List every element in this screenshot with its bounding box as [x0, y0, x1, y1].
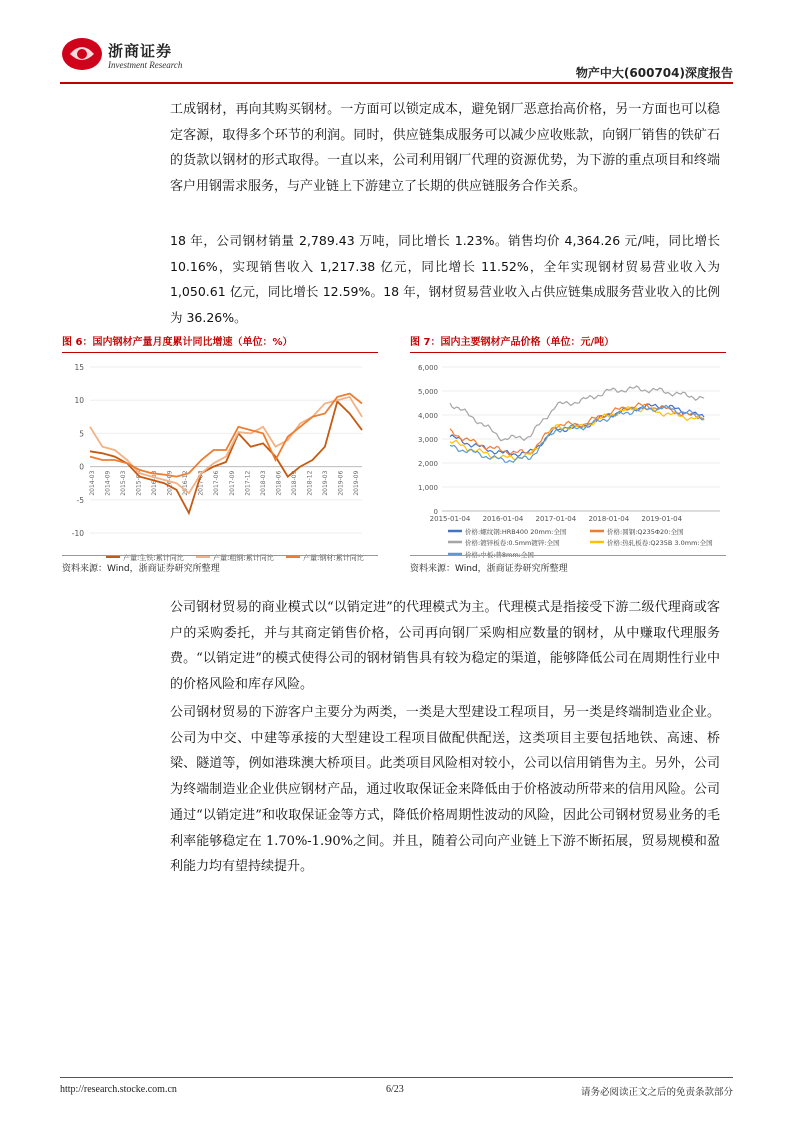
x-tick-label: 2018-12	[306, 470, 314, 496]
paragraph-text: 18 年，公司钢材销量 2,789.43 万吨，同比增长 1.23%。销售均价 4,364.26 元/吨，同比增长 10.16%，实现销售收入 1,217.38 亿元，同比增长 11.52%，全年实现钢材贸易营业收入为 1,050.61 亿元，同比增长 12.59%。18 年，钢材贸易营业收入占供应链集成服务营业收入的比例为 36.26%。	[170, 233, 720, 326]
header-rule	[60, 82, 733, 84]
paragraph-text: 公司钢材贸易的下游客户主要分为两类，一类是大型建设工程项目，另一类是终端制造业企业。公司为中交、中建等承接的大型建设工程项目做配供配送，这类项目主要包括地铁、高速、桥梁、隧道等，例如港珠澳大桥项目。此类项目风险相对较小，公司以信用销售为主。另外，公司为终端制造业企业供应钢材产品，通过收取保证金来降低由于价格波动所带来的信用风险。公司通过“以销定进”和收取保证金等方式，降低价格周期性波动的风险，因此公司钢材贸易业务的毛利率能够稳定在 1.70%-1.90%之间。并且，随着公司向产业链上下游不断拓展，贸易规模和盈利能力均有望持续提升。	[170, 705, 720, 875]
footer-rule	[60, 1077, 733, 1078]
y-tick-label: 5,000	[417, 388, 438, 396]
x-tick-label: 2016-01-04	[482, 515, 524, 523]
y-tick-label: 5	[79, 429, 84, 439]
figure-6	[62, 333, 378, 574]
legend-label: 价格:热轧板卷:Q235B 3.0mm:全国	[607, 539, 713, 547]
x-tick-label: 2019-06	[337, 470, 345, 496]
y-tick-label: 6,000	[417, 364, 438, 372]
x-tick-label: 2016-09	[166, 470, 174, 496]
x-tick-label: 2018-09	[290, 470, 298, 496]
paragraph-2018-sales	[170, 228, 720, 331]
legend-label: 价格:圆钢:Q235Φ20:全国	[607, 528, 684, 536]
y-tick-label: 15	[74, 363, 84, 372]
x-tick-label: 2016-12	[182, 470, 190, 496]
x-tick-label: 2017-06	[213, 470, 221, 496]
legend-label: 产量:生铁:累计同比	[123, 554, 184, 562]
figure-rule	[62, 555, 378, 556]
x-tick-label: 2015-03	[120, 470, 128, 496]
legend-label: 价格:中板:普8mm:全国	[465, 551, 534, 559]
brand-logo-icon	[60, 36, 104, 72]
x-tick-label: 2017-03	[197, 470, 205, 496]
legend-label: 产量:粗钢:累计同比	[213, 554, 274, 562]
x-tick-label: 2017-12	[244, 470, 252, 496]
y-tick-label: 10	[74, 396, 84, 406]
legend-label: 价格:镀锌板卷:0.5mm镀锌:全国	[465, 539, 560, 547]
x-tick-label: 2018-03	[259, 470, 267, 496]
figure-rule	[410, 555, 726, 556]
brand-name-en: Investment Research	[108, 60, 183, 70]
paragraph-steel-supply-chain	[170, 97, 720, 200]
footer-disclaimer: 请务必阅读正文之后的免责条款部分	[580, 1087, 733, 1098]
y-tick-label: 0	[433, 508, 438, 516]
x-tick-label: 2015-01-04	[429, 515, 471, 523]
figure-7	[410, 333, 726, 574]
x-tick-label: 2017-09	[228, 470, 236, 496]
x-tick-label: 2015-09	[135, 470, 143, 496]
x-tick-label: 2019-01-04	[641, 515, 683, 523]
x-tick-label: 2018-06	[275, 470, 283, 496]
y-tick-label: 2,000	[417, 460, 438, 468]
brand-name: 浙商证券	[108, 42, 173, 60]
figure-title: 图 6：国内钢材产量月度累计同比增速（单位：%）	[62, 333, 378, 353]
figure-source: 资料来源：Wind，浙商证券研究所整理	[62, 564, 220, 574]
chart-steel-output-growth	[62, 353, 378, 565]
x-tick-label: 2019-03	[321, 470, 329, 496]
report-title: 物产中大(600704)深度报告	[575, 66, 733, 80]
paragraph-downstream-customers	[170, 700, 720, 880]
y-tick-label: 3,000	[417, 436, 438, 444]
page-number: 6/23	[386, 1084, 404, 1095]
page-header	[60, 34, 733, 84]
footer-url-link[interactable]: http://research.stocke.com.cn	[60, 1084, 177, 1095]
legend-label: 产量:钢材:累计同比	[303, 554, 364, 562]
y-tick-label: -5	[76, 495, 84, 505]
legend-label: 价格:螺纹钢:HRB400 20mm:全国	[465, 528, 567, 536]
y-tick-label: -10	[71, 529, 84, 538]
x-tick-label: 2019-09	[353, 470, 360, 496]
x-tick-label: 2018-01-04	[588, 515, 630, 523]
paragraph-text: 工成钢材，再向其购买钢材。一方面可以锁定成本，避免钢厂恶意抬高价格，另一方面也可以稳定客源，取得多个环节的利润。同时，供应链集成服务可以减少应收账款，向钢厂销售的铁矿石的货款以钢材的形式取得。一直以来，公司利用钢厂代理的资源优势，为下游的重点项目和终端客户用钢需求服务，与产业链上下游建立了长期的供应链服务合作关系。	[170, 102, 720, 195]
x-tick-label: 2014-03	[89, 470, 96, 496]
paragraph-business-model	[170, 595, 720, 698]
figure-title: 图 7：国内主要钢材产品价格（单位：元/吨）	[410, 333, 726, 353]
figure-source: 资料来源：Wind，浙商证券研究所整理	[410, 564, 568, 574]
y-tick-label: 1,000	[417, 484, 438, 492]
chart-steel-prices	[410, 353, 726, 565]
x-tick-label: 2014-09	[104, 470, 112, 496]
x-tick-label: 2016-03	[151, 470, 159, 496]
x-tick-label: 2017-01-04	[535, 515, 577, 523]
y-tick-label: 0	[79, 462, 84, 472]
paragraph-text: 公司钢材贸易的商业模式以“以销定进”的代理模式为主。代理模式是指接受下游二级代理商或客户的采购委托，并与其商定销售价格，公司再向钢厂采购相应数量的钢材，从中赚取代理服务费。“以销定进”的模式使得公司的钢材销售具有较为稳定的渠道，能够降低公司在周期性行业中的价格风险和库存风险。	[170, 600, 720, 693]
y-tick-label: 4,000	[417, 412, 438, 420]
